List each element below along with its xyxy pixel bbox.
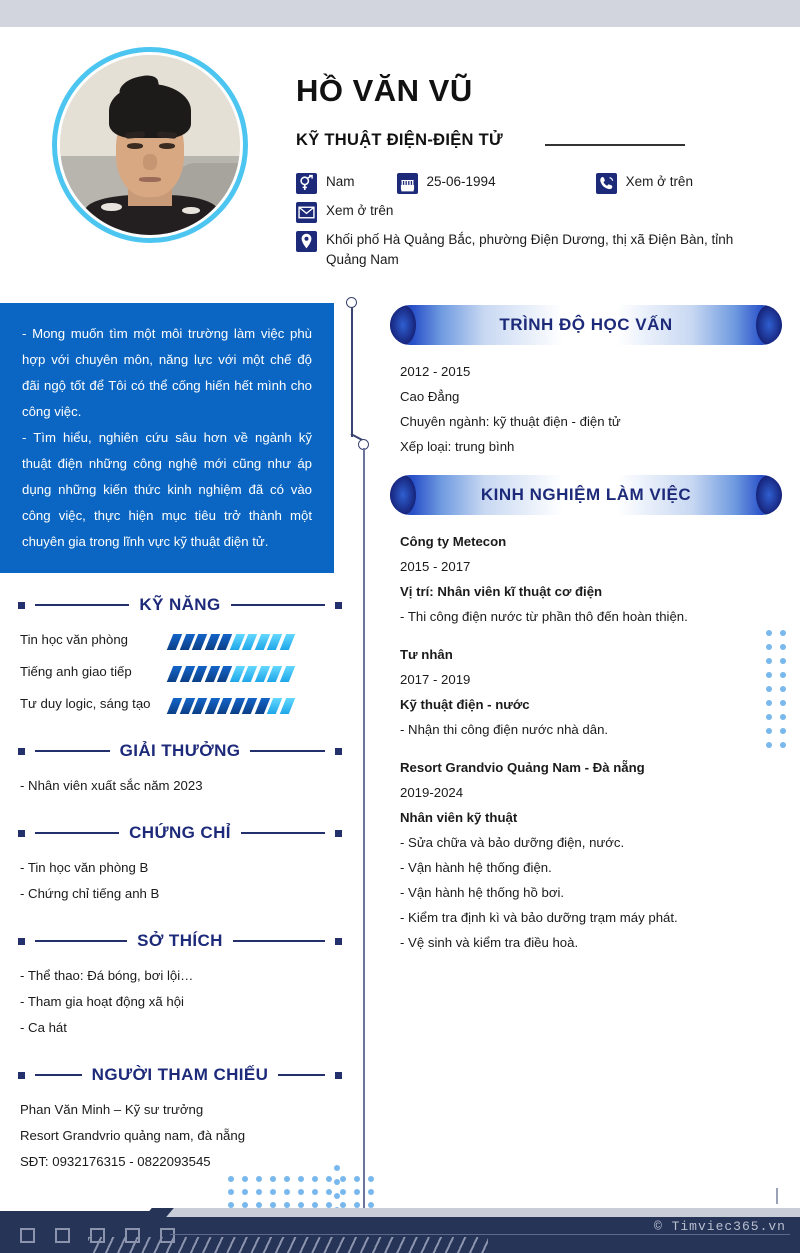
phone-icon (596, 173, 617, 194)
decor-dot (298, 1189, 304, 1195)
skill-row (20, 691, 340, 717)
decor-dot (228, 1189, 234, 1195)
skill-row (20, 659, 340, 685)
list-item: - Thể thao: Đá bóng, bơi lội… (20, 968, 194, 983)
decor-dot (326, 1189, 332, 1195)
entry-line: 2012 - 2015 (400, 364, 471, 379)
decor-dot (228, 1176, 234, 1182)
decor-dot (780, 714, 786, 720)
divider-line (250, 750, 325, 752)
contact-gender (296, 172, 355, 194)
page-title: HỒ VĂN VŨ (296, 73, 473, 108)
contact-address (296, 230, 766, 270)
education-entry (400, 359, 772, 459)
decor-dot (766, 686, 772, 692)
decor-dot (766, 742, 772, 748)
decor-dot (284, 1189, 290, 1195)
entry-detail: - Vận hành hệ thống điện. (400, 860, 552, 875)
list-item: Resort Grandvrio quảng nam, đà nẵng (20, 1128, 246, 1143)
section-header-hobbies (18, 921, 342, 961)
section-references (0, 1055, 360, 1175)
entry-detail: - Kiểm tra định kì và bảo dưỡng trạm máy phát. (400, 910, 678, 925)
entry-company: Tư nhân (400, 647, 453, 662)
skill-rating-bars (170, 698, 292, 714)
section-header-references (18, 1055, 342, 1095)
decor-dot (766, 644, 772, 650)
square-marker-icon (335, 938, 342, 945)
decor-dot (780, 742, 786, 748)
divider-line (241, 832, 325, 834)
entry-detail: - Thi công điện nước từ phần thô đến hoàn thiện. (400, 609, 688, 624)
contact-birthday (397, 172, 496, 194)
skill-row (20, 627, 340, 653)
list-item: SĐT: 0932176315 - 0822093545 (20, 1154, 211, 1169)
entry-position: Vị trí: Nhân viên kĩ thuật cơ điện (400, 584, 603, 599)
top-band (0, 0, 800, 27)
contact-email[interactable] (296, 201, 766, 223)
objective-paragraph-2: - Tìm hiểu, nghiên cứu sâu hơn về ngành kỹ thuật điện những công nghệ mới cũng như áp dụng những kiến thức kinh nghiệm đã có vào công việc, thực hiện mục tiêu trở thành một chuyên gia trong lĩnh vực kỹ thuật điện tử. (22, 430, 312, 549)
decor-dot (354, 1189, 360, 1195)
section-title: CHỨNG CHỈ (129, 823, 231, 842)
section-skills (0, 585, 360, 717)
section-awards (0, 731, 360, 799)
decor-dot (368, 1176, 374, 1182)
section-title: GIẢI THƯỞNG (119, 741, 241, 760)
square-marker-icon (18, 938, 25, 945)
skill-rating-bars (170, 634, 292, 650)
birthday-cake-icon (397, 173, 418, 194)
entry-position: Kỹ thuật điện - nước (400, 697, 530, 712)
experience-entry (400, 642, 772, 742)
square-marker-icon (18, 1072, 25, 1079)
decor-dot (256, 1176, 262, 1182)
contact-list (296, 172, 766, 277)
avatar (52, 47, 248, 243)
decor-dot (780, 728, 786, 734)
email-value: Xem ở trên (326, 203, 394, 218)
section-title: KINH NGHIỆM LÀM VIỆC (480, 485, 692, 504)
timeline-line-top (351, 307, 353, 437)
decor-dot (312, 1176, 318, 1182)
experience-body (390, 529, 782, 955)
decor-dot (334, 1179, 340, 1185)
decor-dot (780, 686, 786, 692)
square-marker-icon (18, 830, 25, 837)
square-marker-icon (335, 1072, 342, 1079)
page-footer (0, 1199, 800, 1253)
decor-dot (354, 1176, 360, 1182)
footer-credit: © Timviec365.vn (653, 1219, 786, 1234)
decor-dot (270, 1189, 276, 1195)
entry-position: Nhân viên kỹ thuật (400, 810, 518, 825)
location-pin-icon (296, 231, 317, 252)
decor-dot (766, 630, 772, 636)
square-marker-icon (18, 602, 25, 609)
list-item: - Tham gia hoạt động xã hội (20, 994, 184, 1009)
left-column (0, 585, 360, 1189)
square-marker-icon (18, 748, 25, 755)
decor-dot (766, 700, 772, 706)
section-title: SỞ THÍCH (137, 931, 223, 950)
address-value: Khối phố Hà Quảng Bắc, phường Điện Dương, thị xã Điện Bàn, tỉnh Quảng Nam (326, 232, 734, 267)
entry-detail: - Vệ sinh và kiểm tra điều hoà. (400, 935, 579, 950)
decor-dot (368, 1189, 374, 1195)
experience-entry (400, 529, 772, 629)
decor-dot (284, 1176, 290, 1182)
entry-period: 2017 - 2019 (400, 672, 471, 687)
gender-value: Nam (326, 174, 355, 189)
entry-detail: - Nhận thi công điện nước nhà dân. (400, 722, 609, 737)
entry-line: Chuyên ngành: kỹ thuật điện - điện tử (400, 414, 621, 429)
decor-dot (766, 672, 772, 678)
decor-dot (326, 1176, 332, 1182)
decor-dot (766, 714, 772, 720)
entry-detail: - Sửa chữa và bảo dưỡng điện, nước. (400, 835, 625, 850)
envelope-icon (296, 202, 317, 223)
title-divider (545, 144, 685, 146)
objective-paragraph-1: - Mong muốn tìm một môi trường làm việc phù hợp với chuyên môn, năng lực với một chế độ đãi ngộ tốt để Tôi có thể cống hiến hết mình cho công việc. (22, 326, 312, 419)
portrait-photo (60, 55, 240, 235)
experience-entry (400, 755, 772, 955)
entry-detail: - Vận hành hệ thống hồ bơi. (400, 885, 565, 900)
decor-dot (256, 1189, 262, 1195)
skill-label: Tiếng anh giao tiếp (20, 664, 132, 679)
divider-line (35, 604, 129, 606)
right-column (390, 305, 782, 971)
section-certificates (0, 813, 360, 907)
footer-notch (160, 1208, 800, 1217)
list-item: - Nhân viên xuất sắc năm 2023 (20, 778, 203, 793)
section-title: KỸ NĂNG (139, 595, 221, 614)
contact-phone[interactable] (596, 172, 693, 194)
decor-dot (270, 1176, 276, 1182)
section-title: TRÌNH ĐỘ HỌC VẤN (499, 315, 673, 334)
divider-line (231, 604, 325, 606)
skill-label: Tư duy logic, sáng tạo (20, 696, 151, 711)
references-body (18, 1095, 342, 1175)
list-item: Phan Văn Minh – Kỹ sư trưởng (20, 1102, 204, 1117)
section-hobbies (0, 921, 360, 1041)
timeline-line-bottom (363, 448, 365, 1208)
decor-dot (780, 672, 786, 678)
divider-line (35, 940, 127, 942)
list-item: - Ca hát (20, 1020, 67, 1035)
skills-body (18, 625, 342, 717)
certificates-body (18, 853, 342, 907)
decor-dot (766, 658, 772, 664)
section-header-experience (390, 475, 782, 515)
education-body (390, 359, 782, 459)
decor-dot (298, 1176, 304, 1182)
entry-company: Công ty Metecon (400, 534, 507, 549)
entry-line: Xếp loại: trung bình (400, 439, 515, 454)
square-marker-icon (335, 602, 342, 609)
skill-rating-bars (170, 666, 292, 682)
job-title: KỸ THUẬT ĐIỆN-ĐIỆN TỬ (296, 131, 503, 149)
decor-dot (780, 644, 786, 650)
decor-dot (780, 700, 786, 706)
section-header-skills (18, 585, 342, 625)
birthday-value: 25-06-1994 (426, 174, 496, 189)
divider-line (35, 1074, 82, 1076)
gender-icon (296, 173, 317, 194)
dot-grid-right (766, 630, 794, 756)
section-header-awards (18, 731, 342, 771)
entry-period: 2015 - 2017 (400, 559, 471, 574)
decor-dot (334, 1165, 340, 1171)
section-header-education (390, 305, 782, 345)
phone-value: Xem ở trên (625, 174, 693, 189)
section-header-certificates (18, 813, 342, 853)
entry-line: Cao Đẳng (400, 389, 460, 404)
skill-label: Tin học văn phòng (20, 632, 129, 647)
section-title: NGƯỜI THAM CHIẾU (91, 1065, 269, 1084)
decor-dot (242, 1176, 248, 1182)
decor-dot (242, 1189, 248, 1195)
footer-stripe-pattern (88, 1237, 488, 1253)
list-item: - Chứng chỉ tiếng anh B (20, 886, 160, 901)
entry-company: Resort Grandvio Quảng Nam - Đà nẵng (400, 760, 645, 775)
square-outline-icon (20, 1228, 35, 1243)
decor-dot (780, 658, 786, 664)
entry-period: 2019-2024 (400, 785, 464, 800)
decor-dot (766, 728, 772, 734)
contact-row-primary (296, 172, 766, 194)
divider-line (233, 940, 325, 942)
cv-header (0, 27, 800, 295)
decor-dot (780, 630, 786, 636)
career-objective-box (0, 303, 334, 573)
square-marker-icon (335, 748, 342, 755)
square-marker-icon (335, 830, 342, 837)
divider-line (35, 832, 119, 834)
divider-line (35, 750, 110, 752)
awards-body (18, 771, 342, 799)
hobbies-body (18, 961, 342, 1041)
square-outline-icon (55, 1228, 70, 1243)
list-item: - Tin học văn phòng B (20, 860, 149, 875)
divider-line (278, 1074, 325, 1076)
decor-dot (312, 1189, 318, 1195)
